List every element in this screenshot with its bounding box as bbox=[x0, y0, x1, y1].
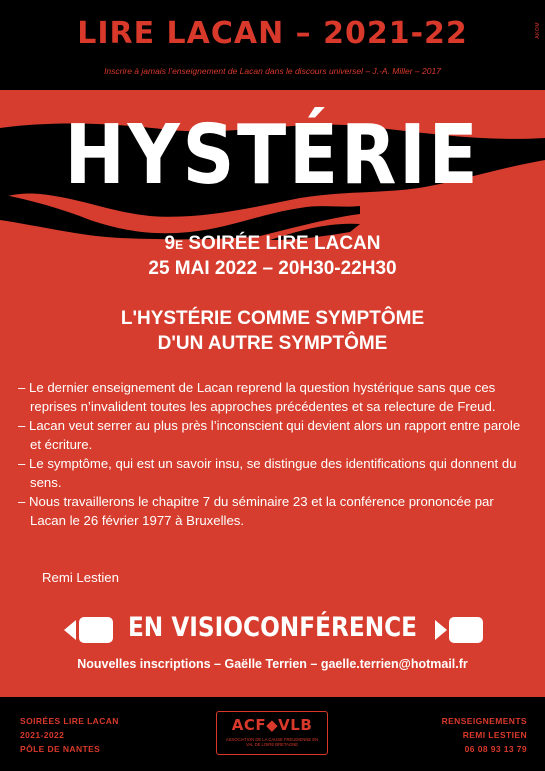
visio-label: EN VISIOCONFÉRENCE bbox=[127, 612, 418, 643]
footer-right-line: RENSEIGNEMENTS bbox=[441, 716, 527, 726]
footer-left-line: 2021-2022 bbox=[20, 730, 65, 740]
quote: Inscrire à jamais l’enseignement de Lacan dans le discours universel – J.-A. Miller – 2017 bbox=[104, 66, 441, 76]
description-point: – Nous travaillerons le chapitre 7 du séminaire 23 et la conférence prononcée par Lacan le 26 février 1977 à Bruxelles. bbox=[18, 494, 494, 528]
subtitle-line-2: D'UN AUTRE SYMPTÔME bbox=[157, 333, 388, 354]
footer-series-info bbox=[20, 714, 119, 756]
soiree-line bbox=[0, 232, 545, 257]
footer-left-line: SOIRÉES LIRE LACAN bbox=[20, 716, 119, 726]
main-panel bbox=[0, 90, 545, 697]
soiree-suffix: E bbox=[175, 238, 184, 252]
series-title: LIRE LACAN – 2021-22 bbox=[77, 16, 468, 51]
date-time: 25 MAI 2022 – 20H30-22H30 bbox=[148, 258, 397, 279]
event-title: HYSTÉRIE bbox=[64, 108, 481, 203]
logo-text: ACF◆VLB bbox=[231, 716, 313, 734]
soiree-label: SOIRÉE LIRE LACAN bbox=[183, 233, 381, 254]
visio-banner bbox=[0, 608, 545, 650]
soiree-number: 9 bbox=[164, 233, 176, 254]
event-info bbox=[0, 232, 545, 281]
footer-phone: 06 08 93 13 79 bbox=[464, 744, 527, 754]
logo-subtitle: ASSOCIATION DE LA CAUSE FREUDIENNE EN VAL DE LOIRE BRETAGNE bbox=[225, 737, 319, 747]
description-point: – Lacan veut serrer au plus près l’inconscient qui devient alors un rapport entre parole et écriture. bbox=[18, 418, 521, 452]
description-point: – Le dernier enseignement de Lacan reprend la question hystérique sans que ces reprises n’invalident toutes les approches précédentes et sa relecture de Freud. bbox=[18, 380, 496, 414]
author: Remi Lestien bbox=[42, 570, 119, 585]
subtitle-line-1: L'HYSTÉRIE COMME SYMPTÔME bbox=[120, 308, 425, 329]
footer-right-line: REMI LESTIEN bbox=[462, 730, 527, 740]
footer bbox=[0, 697, 545, 771]
header-band bbox=[0, 0, 545, 90]
footer-left-line: PÔLE DE NANTES bbox=[20, 744, 101, 754]
footer-contact-info bbox=[442, 714, 527, 756]
video-camera-icon bbox=[431, 616, 483, 644]
description-points bbox=[18, 378, 523, 530]
acf-vlb-logo bbox=[216, 711, 328, 755]
event-subtitle bbox=[0, 306, 545, 356]
corner-mark: AKOM bbox=[535, 22, 541, 39]
inscriptions-contact: Nouvelles inscriptions – Gaëlle Terrien – gaelle.terrien@hotmail.fr bbox=[77, 657, 468, 671]
description-point: – Le symptôme, qui est un savoir insu, se distingue des identifications qui donnent du sens. bbox=[18, 456, 517, 490]
